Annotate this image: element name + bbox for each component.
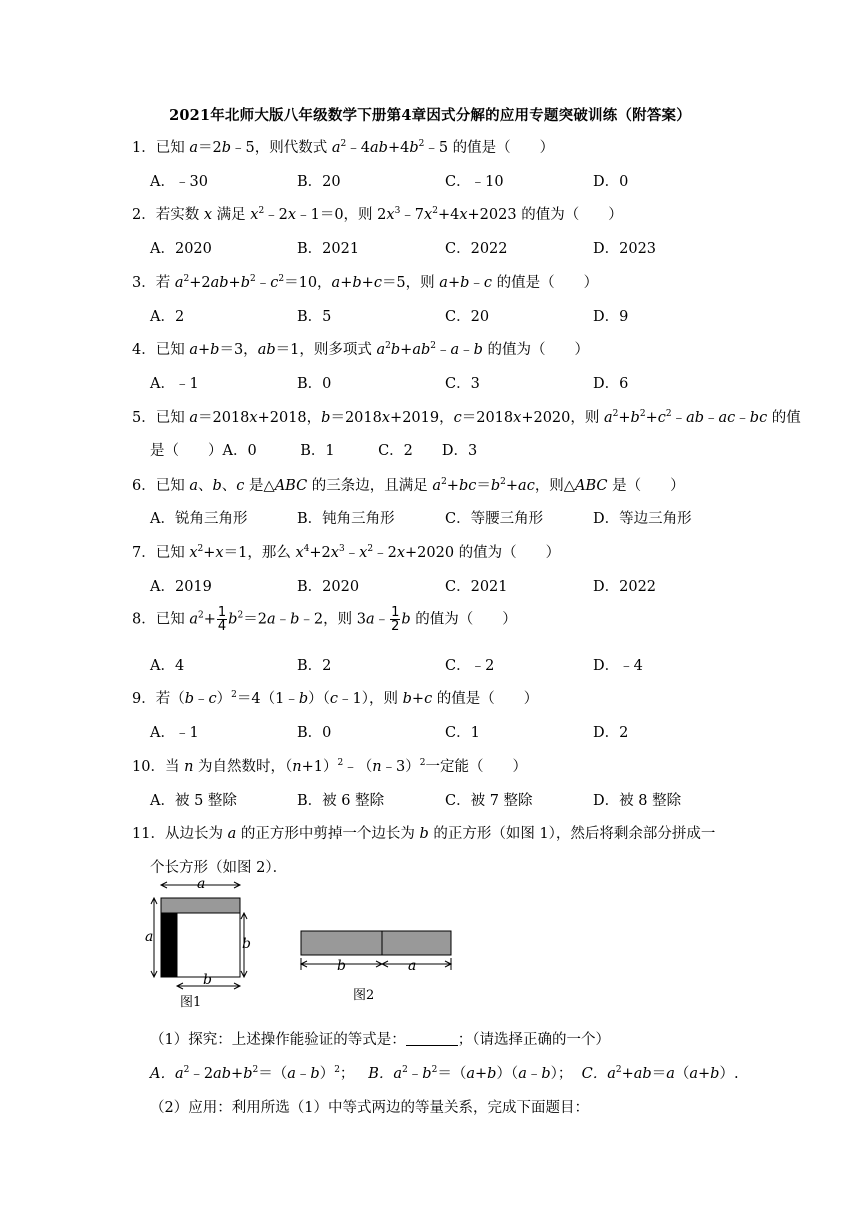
q8-option-b[interactable]: B．2 bbox=[297, 658, 332, 674]
label-b-right: b bbox=[242, 936, 251, 952]
q9-option-c[interactable]: C．1 bbox=[445, 725, 480, 741]
question-5: 5．已知 a＝2018x+2018，b＝2018x+2019，c＝2018x+2020，则 $a^2+b^2+c^2﹣ab﹣ac﹣bc$ 的值 bbox=[132, 409, 801, 426]
figure-2-caption: 图2 bbox=[353, 988, 375, 1003]
q11-option-a[interactable]: A．$a^2﹣2ab+b^2=(a﹣b)^2$； bbox=[150, 1065, 355, 1082]
label-a: a bbox=[408, 958, 417, 974]
q9-option-b[interactable]: B．0 bbox=[297, 725, 332, 741]
q7-option-b[interactable]: B．2020 bbox=[297, 579, 360, 595]
q7-option-d[interactable]: D．2022 bbox=[593, 579, 657, 595]
q6-option-c[interactable]: C．等腰三角形 bbox=[445, 511, 544, 527]
q4-option-a[interactable]: A．﹣1 bbox=[150, 376, 199, 392]
question-8: 8．已知 $a^2+$ $\frac{1}{4}$ $b^2=2a﹣b﹣2$，则 3a﹣ $\frac{1}{2}$ b 的值为（ ） bbox=[132, 605, 517, 634]
q11-option-c[interactable]: C．$a^2+ab=a(a+b)$. bbox=[581, 1065, 739, 1082]
q9-option-d[interactable]: D．2 bbox=[593, 725, 629, 741]
question-11: 11．从边长为 a 的正方形中剪掉一个边长为 b 的正方形（如图 1），然后将剩余部分拼成一 bbox=[132, 826, 716, 842]
q3-option-d[interactable]: D．9 bbox=[593, 309, 629, 325]
left-rectangle-piece bbox=[301, 931, 382, 955]
q9-option-a[interactable]: A．﹣1 bbox=[150, 725, 199, 741]
figure-1 bbox=[140, 878, 280, 1013]
q11-part-1-options bbox=[150, 1062, 739, 1083]
right-rectangle-piece bbox=[382, 931, 451, 955]
q10-option-a[interactable]: A．被 5 整除 bbox=[150, 793, 237, 809]
question-6: 6．已知 a、b、c 是△ABC 的三条边，且满足 $a^2+bc=b^2+ac$，则△ABC 是（ ） bbox=[132, 477, 685, 494]
q10-option-d[interactable]: D．被 8 整除 bbox=[593, 793, 682, 809]
q4-option-b[interactable]: B．0 bbox=[297, 376, 332, 392]
q8-option-a[interactable]: A．4 bbox=[150, 658, 185, 674]
q1-option-b[interactable]: B．20 bbox=[297, 174, 341, 190]
question-11-line-2: 个长方形（如图 2）． bbox=[150, 860, 288, 876]
q4-option-d[interactable]: D．6 bbox=[593, 376, 629, 392]
fraction-one-quarter: $\frac{1}{4}$ bbox=[217, 605, 227, 634]
q6-option-a[interactable]: A．锐角三角形 bbox=[150, 511, 248, 527]
q10-option-c[interactable]: C．被 7 整除 bbox=[445, 793, 533, 809]
question-3: 3．若 $a^2+2ab+b^2﹣c^2=10$，a+b+c＝5，则 a+b﹣c 的值是（ ） bbox=[132, 274, 599, 291]
q3-option-a[interactable]: A．2 bbox=[150, 309, 185, 325]
page-title: 2021年北师大版八年级数学下册第4章因式分解的应用专题突破训练（附答案） bbox=[169, 107, 691, 124]
q7-option-c[interactable]: C．2021 bbox=[445, 579, 508, 595]
q10-option-b[interactable]: B．被 6 整除 bbox=[297, 793, 385, 809]
figure-1-caption: 图1 bbox=[180, 995, 202, 1010]
q11-option-b[interactable]: B．$a^2﹣b^2=(a+b)(a﹣b)$； bbox=[368, 1065, 573, 1082]
q11-part-1: （1）探究：上述操作能验证的等式是： ；（请选择正确的一个） bbox=[150, 1032, 610, 1048]
q3-option-c[interactable]: C．20 bbox=[445, 309, 490, 325]
label-b: b bbox=[337, 958, 346, 974]
q1-option-a[interactable]: A．﹣30 bbox=[150, 174, 208, 190]
figure-2 bbox=[296, 925, 456, 1007]
q1-option-c[interactable]: C．﹣10 bbox=[445, 174, 504, 190]
q7-option-a[interactable]: A．2019 bbox=[150, 579, 212, 595]
q2-option-c[interactable]: C．2022 bbox=[445, 241, 508, 257]
top-strip bbox=[161, 898, 240, 913]
q11-part-2: （2）应用：利用所选（1）中等式两边的等量关系，完成下面题目： bbox=[150, 1100, 589, 1116]
answer-blank[interactable] bbox=[406, 1031, 458, 1046]
question-7: 7．已知 $x^2+x=1$，那么 $x^4+2x^3﹣x^2﹣2x+2020$ 的值为（ ） bbox=[132, 544, 561, 561]
q3-option-b[interactable]: B．5 bbox=[297, 309, 332, 325]
q8-option-c[interactable]: C．﹣2 bbox=[445, 658, 495, 674]
question-9: 9．若（b﹣c）$^2$＝4（1﹣b）（c﹣1），则 b+c 的值是（ ） bbox=[132, 690, 539, 707]
q6-option-b[interactable]: B．钝角三角形 bbox=[297, 511, 395, 527]
label-b-bottom: b bbox=[203, 972, 212, 988]
question-10: 10．当 n 为自然数时，$(n+1)^2﹣(n﹣3)^2$一定能（ ） bbox=[132, 758, 528, 775]
question-4: 4．已知 a+b＝3，ab＝1，则多项式 $a^2b+ab^2﹣a﹣b$ 的值为（ ） bbox=[132, 341, 590, 358]
q2-option-b[interactable]: B．2021 bbox=[297, 241, 360, 257]
question-5-options[interactable]: 是（ ）A．0 B．1 C．2 D．3 bbox=[150, 443, 478, 459]
fraction-one-half: $\frac{1}{2}$ bbox=[391, 605, 400, 634]
label-a-top: a bbox=[197, 878, 206, 892]
question-2: 2．若实数 x 满足 $x^2﹣2x﹣1=0$，则 $2x^3﹣7x^2+4x+2023$ 的值为（ ） bbox=[132, 206, 623, 223]
q2-option-d[interactable]: D．2023 bbox=[593, 241, 657, 257]
label-a-left: a bbox=[145, 929, 154, 945]
q8-option-d[interactable]: D．﹣4 bbox=[593, 658, 643, 674]
q1-option-d[interactable]: D．0 bbox=[593, 174, 629, 190]
left-strip bbox=[161, 913, 177, 977]
question-1: 1．已知 a＝2b﹣5，则代数式 $a^2﹣4ab+4b^2﹣5$ 的值是（ ） bbox=[132, 139, 555, 156]
q4-option-c[interactable]: C．3 bbox=[445, 376, 480, 392]
q2-option-a[interactable]: A．2020 bbox=[150, 241, 212, 257]
q6-option-d[interactable]: D．等边三角形 bbox=[593, 511, 692, 527]
